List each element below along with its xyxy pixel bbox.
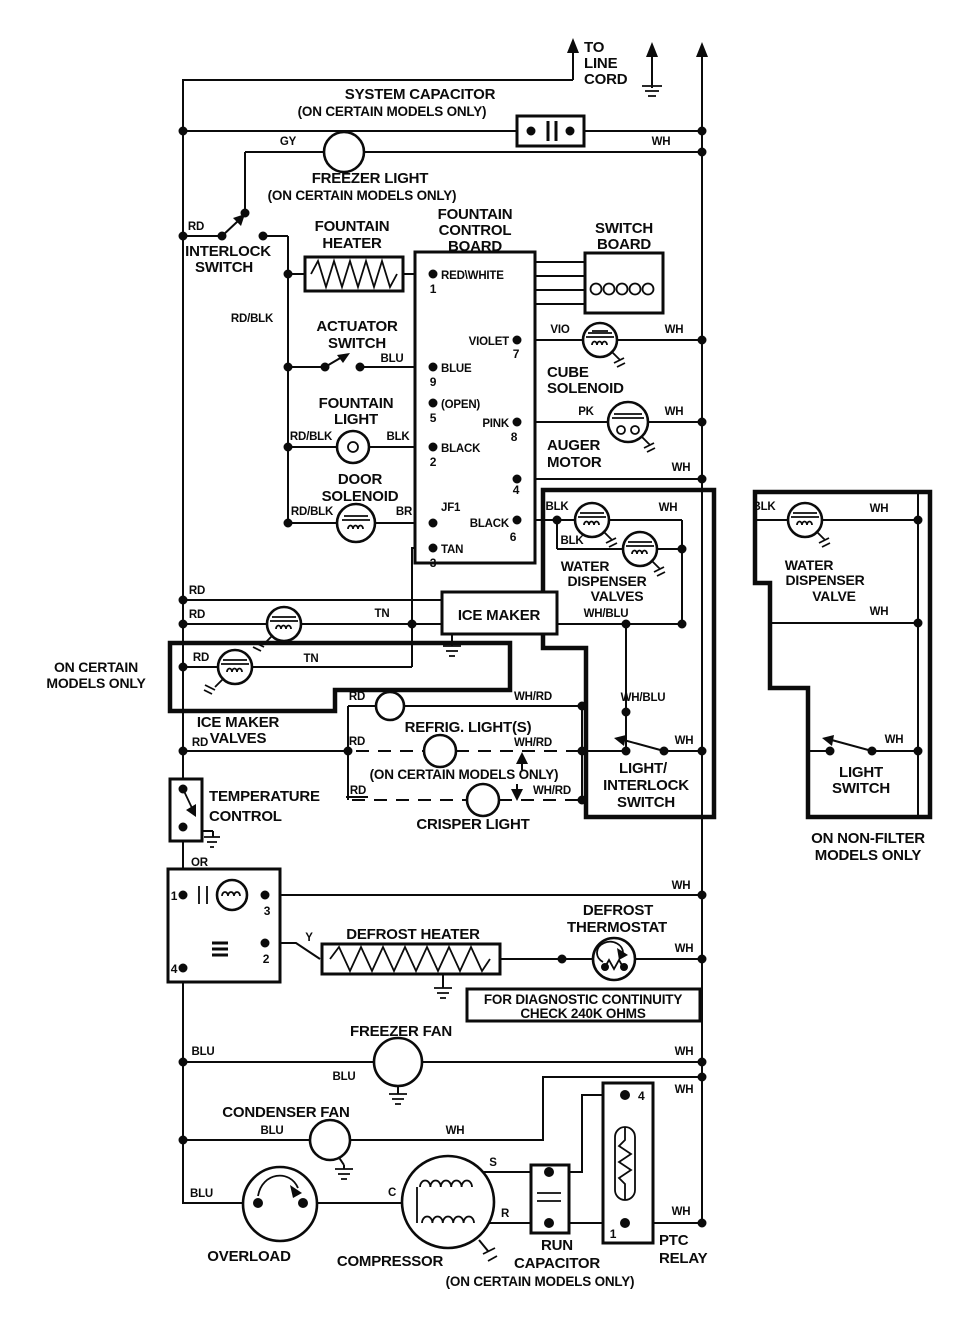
pin-pink: PINK xyxy=(482,418,509,430)
svg-text:DISPENSER: DISPENSER xyxy=(785,572,865,588)
svg-text:(ON CERTAIN MODELS ONLY): (ON CERTAIN MODELS ONLY) xyxy=(369,767,559,782)
compressor-label: COMPRESSOR xyxy=(336,1253,444,1270)
wire-wh: WH xyxy=(651,136,671,148)
pin-tan: TAN xyxy=(441,544,464,556)
svg-text:3: 3 xyxy=(263,904,271,918)
on-non-filter-label: ON NON-FILTER xyxy=(811,830,925,847)
svg-text:WH: WH xyxy=(658,502,678,514)
svg-text:SWITCH: SWITCH xyxy=(328,335,386,352)
svg-text:MOTOR: MOTOR xyxy=(547,454,602,471)
svg-text:SOLENOID: SOLENOID xyxy=(547,380,624,397)
svg-text:CONTROL: CONTROL xyxy=(209,808,282,825)
svg-text:BLK: BLK xyxy=(386,431,410,443)
svg-text:6: 6 xyxy=(509,530,517,544)
door-solenoid-label: DOOR xyxy=(337,471,383,488)
freezer-fan-motor xyxy=(374,1038,422,1086)
light-interlock-switch-label: LIGHT/ xyxy=(619,760,667,777)
svg-text:RD: RD xyxy=(349,785,367,797)
svg-text:THERMOSTAT: THERMOSTAT xyxy=(567,919,667,936)
wire-rd: RD xyxy=(187,221,205,233)
pin-violet: VIOLET xyxy=(468,336,509,348)
svg-text:RD: RD xyxy=(188,609,206,621)
crisper-light-lamp xyxy=(467,784,499,816)
refrig-light-lamp xyxy=(376,692,404,720)
svg-text:WH/RD: WH/RD xyxy=(514,737,552,749)
diagnostic-note-line2: CHECK 240K OHMS xyxy=(520,1006,646,1021)
svg-text:(ON CERTAIN MODELS ONLY): (ON CERTAIN MODELS ONLY) xyxy=(445,1274,635,1289)
door-solenoid-coil xyxy=(337,504,375,542)
switch-board-label: SWITCH xyxy=(595,220,653,237)
svg-text:BLU: BLU xyxy=(191,1046,215,1058)
svg-text:BLU: BLU xyxy=(190,1188,214,1200)
svg-text:4: 4 xyxy=(512,483,520,497)
nonfilter-water-dispenser-valve-label: WATER xyxy=(784,557,834,573)
pin-jf1: JF1 xyxy=(441,502,461,514)
refrig-light2-lamp xyxy=(424,735,456,767)
svg-text:WH: WH xyxy=(674,943,694,955)
pin-red-white: RED\WHITE xyxy=(441,270,504,282)
wire-rdblk: RD/BLK xyxy=(230,313,274,325)
system-capacitor-label: SYSTEM CAPACITOR xyxy=(344,86,496,103)
svg-text:BLU: BLU xyxy=(260,1125,284,1137)
pin-black6: BLACK xyxy=(469,518,509,530)
svg-text:CORD: CORD xyxy=(584,71,628,88)
svg-text:WH: WH xyxy=(671,1206,691,1218)
fountain-control-board-label: FOUNTAIN xyxy=(437,206,513,223)
svg-text:WH: WH xyxy=(664,406,684,418)
svg-text:SWITCH: SWITCH xyxy=(832,780,890,797)
defrost-heater-label: DEFROST HEATER xyxy=(346,926,480,943)
svg-text:WH: WH xyxy=(869,503,889,515)
freezer-light-label: FREEZER LIGHT xyxy=(311,170,429,187)
svg-text:VALVES: VALVES xyxy=(590,588,644,604)
svg-text:WH/RD: WH/RD xyxy=(514,691,552,703)
svg-text:BLK: BLK xyxy=(545,501,569,513)
svg-text:TN: TN xyxy=(303,653,319,665)
svg-text:VALVES: VALVES xyxy=(209,730,267,747)
svg-text:MODELS ONLY: MODELS ONLY xyxy=(46,675,146,691)
water-dispenser-valves-label: WATER xyxy=(560,558,610,574)
svg-text:R: R xyxy=(500,1208,510,1220)
svg-text:LIGHT: LIGHT xyxy=(334,411,378,428)
svg-text:BLK: BLK xyxy=(560,535,584,547)
auger-motor-label: AUGER xyxy=(547,437,601,454)
svg-text:BLU: BLU xyxy=(332,1071,356,1083)
ptc-relay-label: PTC xyxy=(659,1232,689,1249)
svg-text:WH: WH xyxy=(664,324,684,336)
svg-text:MODELS ONLY: MODELS ONLY xyxy=(814,847,922,864)
svg-text:RD/BLK: RD/BLK xyxy=(289,431,333,443)
labels xyxy=(46,39,925,1289)
refrig-lights-label: REFRIG. LIGHT(S) xyxy=(404,719,532,736)
svg-text:RD/BLK: RD/BLK xyxy=(290,506,334,518)
crisper-light-label: CRISPER LIGHT xyxy=(416,816,530,833)
svg-text:LINE: LINE xyxy=(584,55,618,72)
pin-blue: BLUE xyxy=(441,363,472,375)
svg-text:(ON CERTAIN MODELS ONLY): (ON CERTAIN MODELS ONLY) xyxy=(297,104,487,119)
pin-black: BLACK xyxy=(441,443,481,455)
svg-text:WH/BLU: WH/BLU xyxy=(583,608,629,620)
compressor-symbol xyxy=(402,1156,494,1248)
svg-text:SWITCH: SWITCH xyxy=(617,794,675,811)
svg-text:WH: WH xyxy=(445,1125,465,1137)
svg-text:WH: WH xyxy=(674,1084,694,1096)
svg-text:8: 8 xyxy=(510,430,518,444)
on-certain-models-label: ON CERTAIN xyxy=(53,659,139,675)
condenser-fan-label: CONDENSER FAN xyxy=(222,1104,350,1121)
light-switch-label: LIGHT xyxy=(839,764,883,781)
svg-text:PK: PK xyxy=(578,406,594,418)
wire-gy: GY xyxy=(279,136,297,148)
svg-text:SOLENOID: SOLENOID xyxy=(321,488,399,505)
svg-text:1: 1 xyxy=(609,1227,617,1241)
svg-text:RD: RD xyxy=(348,736,366,748)
freezer-fan-label: FREEZER FAN xyxy=(350,1023,452,1040)
svg-text:WH: WH xyxy=(674,1046,694,1058)
svg-text:7: 7 xyxy=(512,347,520,361)
svg-text:1: 1 xyxy=(170,889,178,903)
svg-text:S: S xyxy=(489,1157,497,1169)
svg-text:BOARD: BOARD xyxy=(597,236,651,253)
svg-text:TN: TN xyxy=(374,608,390,620)
svg-text:CONTROL: CONTROL xyxy=(438,222,512,239)
svg-text:2: 2 xyxy=(262,952,270,966)
svg-text:BLU: BLU xyxy=(380,353,404,365)
svg-text:5: 5 xyxy=(429,411,437,425)
fountain-heater-label: FOUNTAIN xyxy=(314,218,390,235)
cube-solenoid-label: CUBE xyxy=(547,364,589,381)
svg-text:1: 1 xyxy=(429,282,437,296)
svg-text:2: 2 xyxy=(429,455,437,469)
svg-text:4: 4 xyxy=(638,1089,645,1103)
svg-text:(ON CERTAIN MODELS ONLY): (ON CERTAIN MODELS ONLY) xyxy=(267,188,457,203)
condenser-fan-motor xyxy=(310,1120,350,1160)
actuator-switch-label: ACTUATOR xyxy=(316,318,398,335)
svg-text:4: 4 xyxy=(170,962,178,976)
svg-text:RD: RD xyxy=(191,737,209,749)
svg-text:BOARD: BOARD xyxy=(448,238,502,255)
svg-text:WH: WH xyxy=(869,606,889,618)
svg-text:BLK: BLK xyxy=(752,501,776,513)
svg-text:INTERLOCK: INTERLOCK xyxy=(603,777,689,794)
diagnostic-note-line1: FOR DIAGNOSTIC CONTINUITY xyxy=(483,992,683,1007)
svg-text:VIO: VIO xyxy=(550,324,570,336)
svg-text:OR: OR xyxy=(191,857,208,869)
defrost-thermostat-label: DEFROST xyxy=(582,902,654,919)
pin-open: (OPEN) xyxy=(441,399,481,411)
svg-text:RD: RD xyxy=(188,585,206,597)
svg-text:VALVE: VALVE xyxy=(812,588,856,604)
fountain-light-label: FOUNTAIN xyxy=(318,395,394,412)
run-capacitor-label: RUN xyxy=(541,1237,573,1254)
svg-text:WH: WH xyxy=(671,462,691,474)
overload-label: OVERLOAD xyxy=(207,1248,291,1265)
svg-text:CAPACITOR: CAPACITOR xyxy=(514,1255,600,1272)
svg-text:WH/RD: WH/RD xyxy=(533,785,571,797)
svg-text:RD: RD xyxy=(348,691,366,703)
ice-maker-valves-label: ICE MAKER xyxy=(196,714,280,731)
svg-text:RD: RD xyxy=(192,652,210,664)
fountain-light-lamp xyxy=(337,431,369,463)
svg-text:BR: BR xyxy=(395,506,413,518)
svg-text:C: C xyxy=(387,1187,397,1199)
ice-maker-label: ICE MAKER xyxy=(457,607,541,624)
svg-text:Y: Y xyxy=(305,932,313,944)
svg-text:WH: WH xyxy=(671,880,691,892)
svg-text:SWITCH: SWITCH xyxy=(195,259,253,276)
svg-text:HEATER: HEATER xyxy=(322,235,382,252)
temperature-control-label: TEMPERATURE xyxy=(209,788,320,805)
svg-text:DISPENSER: DISPENSER xyxy=(567,573,647,589)
svg-text:WH: WH xyxy=(884,734,904,746)
interlock-switch-label: INTERLOCK xyxy=(185,243,271,260)
svg-text:RELAY: RELAY xyxy=(659,1250,708,1267)
to-line-cord-label: TO xyxy=(584,39,605,56)
freezer-light-lamp xyxy=(324,132,364,172)
svg-text:9: 9 xyxy=(429,375,437,389)
svg-text:WH: WH xyxy=(674,735,694,747)
svg-text:3: 3 xyxy=(429,556,437,570)
svg-text:WH/BLU: WH/BLU xyxy=(620,692,666,704)
